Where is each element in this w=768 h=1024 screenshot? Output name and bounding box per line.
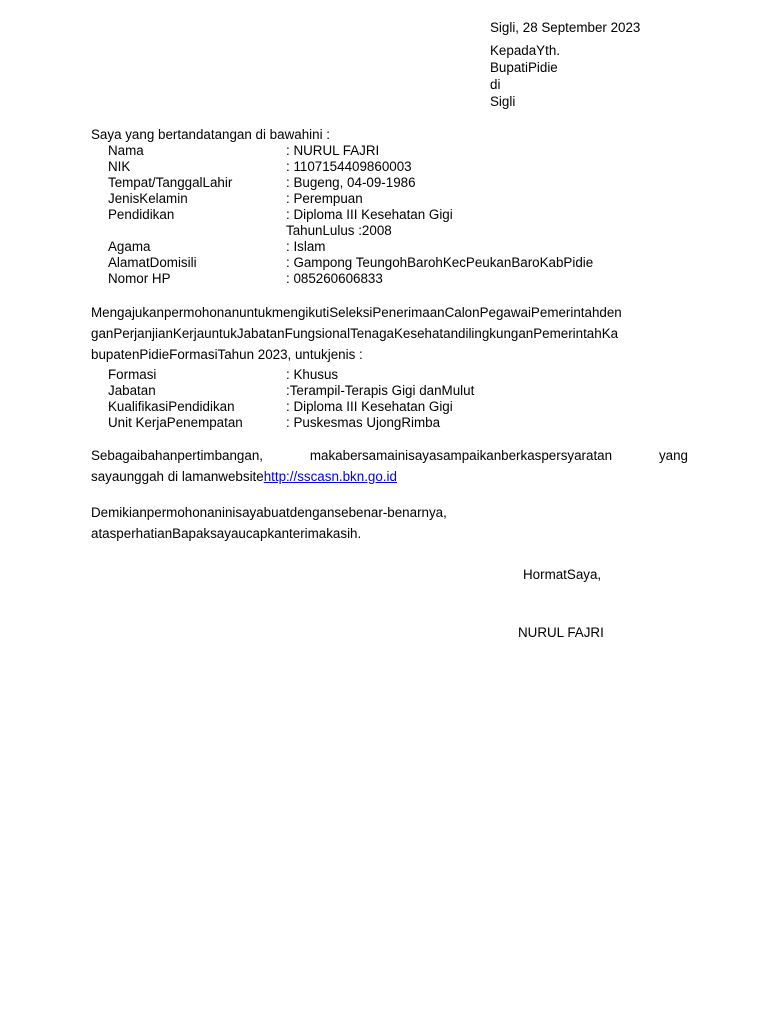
field-label: Nomor HP	[108, 271, 171, 286]
field-label: Jabatan	[108, 383, 156, 398]
field-value: : Diploma III Kesehatan Gigi	[286, 207, 453, 222]
field-label: NIK	[108, 159, 131, 174]
recipient-line: di	[490, 77, 501, 92]
field-label: Unit KerjaPenempatan	[108, 415, 243, 430]
field-value: : Bugeng, 04-09-1986	[286, 175, 416, 190]
field-value: : Perempuan	[286, 191, 363, 206]
field-value: : Gampong TeungohBarohKecPeukanBaroKabPidie	[286, 255, 594, 270]
intro-text: Saya yang bertandatangan di bawahini :	[91, 127, 330, 142]
recipient-line: BupatiPidie	[490, 60, 558, 75]
field-label: Pendidikan	[108, 207, 175, 222]
field-label: Agama	[108, 239, 151, 254]
recipient-line: Sigli	[490, 94, 516, 109]
consideration-paragraph	[91, 445, 688, 487]
application-paragraph	[91, 302, 688, 365]
closing-salutation: HormatSaya,	[523, 567, 602, 582]
paragraph-line: MengajukanpermohonanuntukmengikutiSeleksiPenerimaanCalonPegawaiPemerintahden	[91, 305, 622, 320]
field-value: : Islam	[286, 239, 326, 254]
paragraph-line: Demikianpermohonaninisayabuatdengansebenar-benarnya,	[91, 505, 447, 520]
paragraph-line: Sebagaibahanpertimbangan, makabersamainisayasampaikanberkaspersyaratan yang	[91, 448, 688, 463]
paragraph-line-with-link	[91, 466, 688, 487]
field-label: JenisKelamin	[108, 191, 188, 206]
recipient-line: KepadaYth.	[490, 43, 560, 58]
recipient-block	[490, 42, 560, 110]
paragraph-line: ganPerjanjianKerjauntukJabatanFungsionalTenagaKesehatandilingkunganPemerintahKa	[91, 326, 619, 341]
link-prefix-text: sayaunggah di lamanwebsite	[91, 469, 264, 484]
paragraph-line: atasperhatianBapaksayaucapkanterimakasih.	[91, 526, 362, 541]
field-value: : Khusus	[286, 367, 339, 382]
field-value: : Puskesmas UjongRimba	[286, 415, 441, 430]
field-label: Tempat/TanggalLahir	[108, 175, 233, 190]
field-value: :Terampil-Terapis Gigi danMulut	[286, 383, 475, 398]
website-link[interactable]: http://sscasn.bkn.go.id	[263, 469, 397, 484]
signer-name: NURUL FAJRI	[518, 625, 604, 640]
field-label: AlamatDomisili	[108, 255, 197, 270]
field-value: : 1107154409860003	[286, 159, 412, 174]
field-value: : NURUL FAJRI	[286, 143, 380, 158]
field-value: : Diploma III Kesehatan Gigi	[286, 399, 453, 414]
field-label: Formasi	[108, 367, 157, 382]
field-value: : 085260606833	[286, 271, 383, 286]
closing-paragraph	[91, 502, 688, 544]
field-label: Nama	[108, 143, 144, 158]
paragraph-line: bupatenPidieFormasiTahun 2023, untukjenis :	[91, 347, 363, 362]
field-label: KualifikasiPendidikan	[108, 399, 235, 414]
letter-date: Sigli, 28 September 2023	[490, 20, 641, 35]
field-value: TahunLulus :2008	[286, 223, 392, 238]
